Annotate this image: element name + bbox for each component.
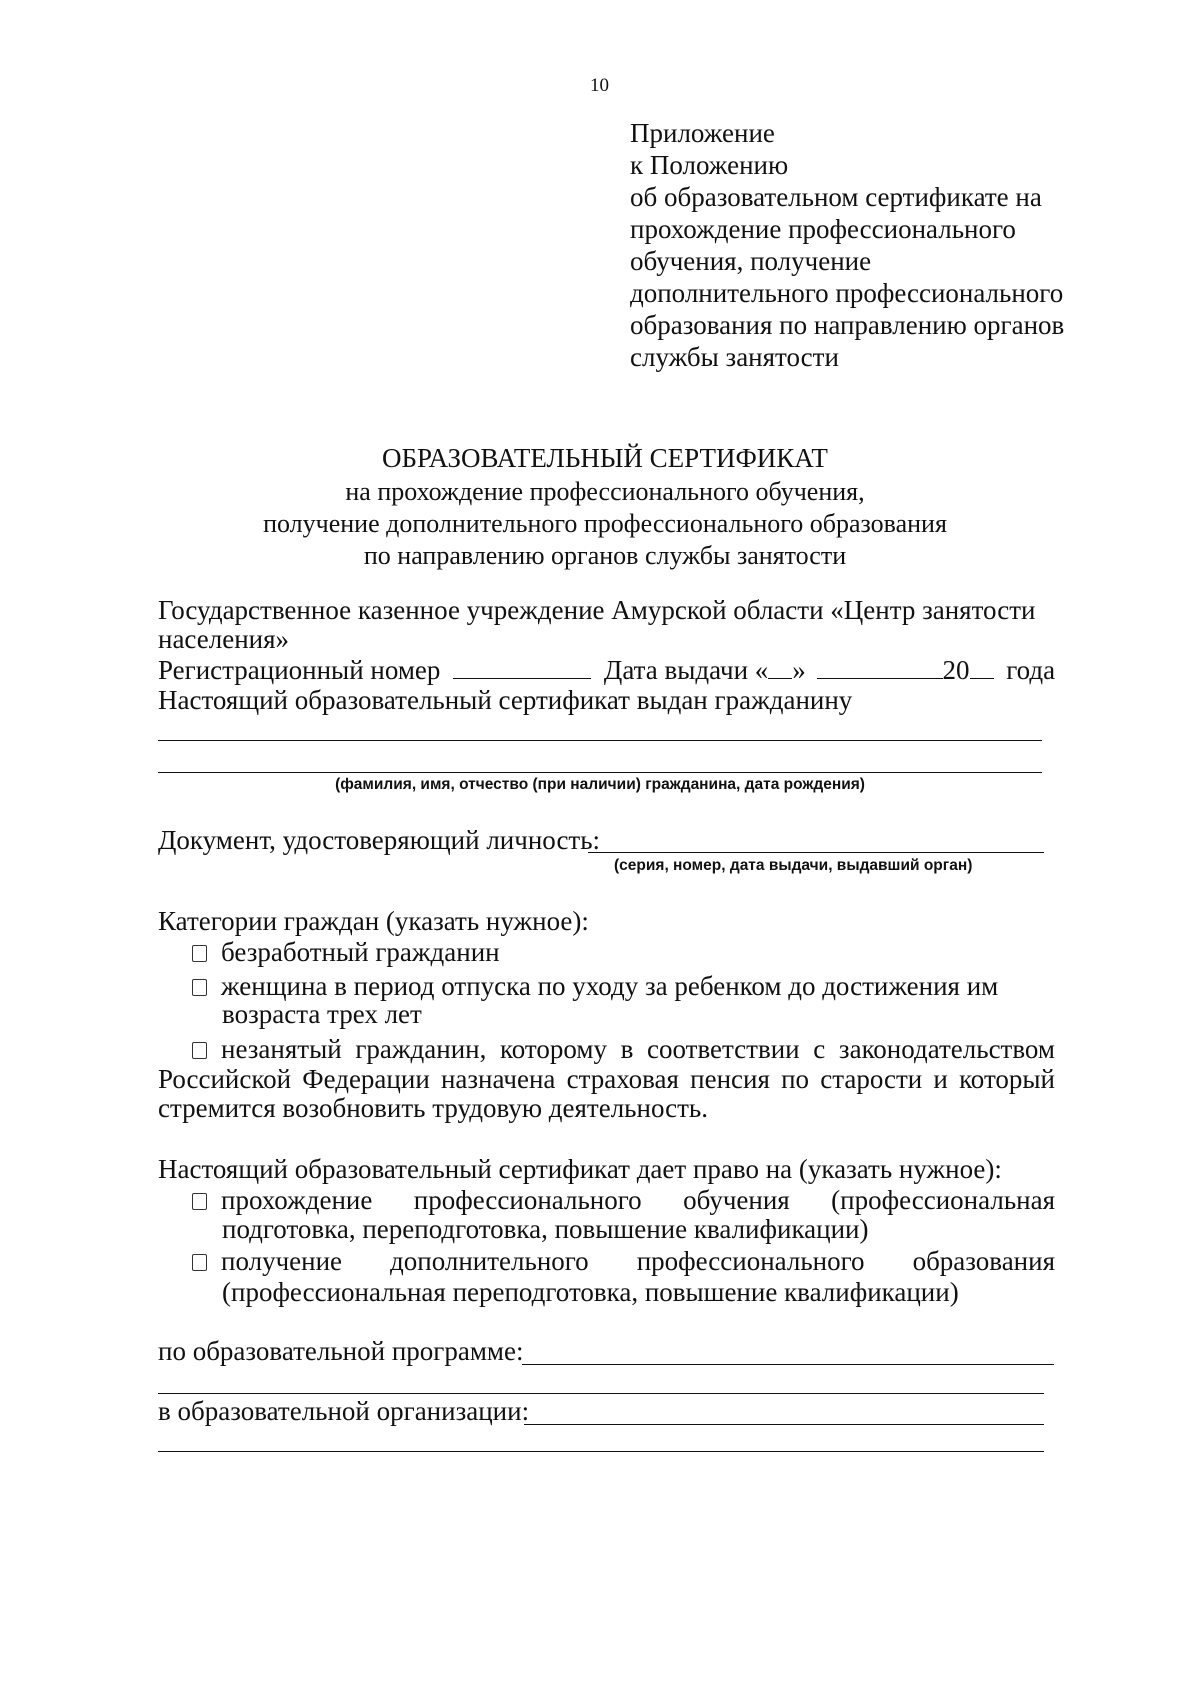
checkbox-icon[interactable] [192,1193,207,1210]
issue-date-label: Дата выдачи « [603,655,769,685]
category-parental-leave-continued: возраста трех лет [222,999,422,1029]
issue-month-field[interactable] [817,656,943,679]
right-vocational-training-label: прохождение профессионального обучения (профессиональная [221,1185,1055,1215]
registration-number-field[interactable] [453,656,591,679]
issued-to-label: Настоящий образовательный сертификат выдан гражданину [158,685,853,715]
right-vocational-training-continued: подготовка, переподготовка, повышение квалификации) [222,1214,869,1244]
category-parental-leave-label: женщина в период отпуска по уходу за ребенком до достижения им [221,971,999,1001]
checkbox-icon[interactable] [192,945,207,962]
organization-label: в образовательной организации: [158,1396,530,1426]
right-additional-education-continued: (профессиональная переподготовка, повышение квалификации) [222,1277,959,1307]
identity-document-label: Документ, удостоверяющий личность: [158,825,601,855]
program-label: по образовательной программе: [158,1336,524,1366]
title-block [150,442,1060,572]
appendix-line: дополнительного профессионального [630,278,1064,308]
issuer-line: Государственное казенное учреждение Амурской области «Центр занятости [158,595,1036,625]
checkbox-icon[interactable] [192,1254,207,1271]
appendix-line: образования по направлению органов [630,310,1065,340]
categories-heading: Категории граждан (указать нужное): [158,906,589,936]
right-additional-education-label: получение дополнительного профессионального образования [221,1246,1055,1276]
checkbox-icon[interactable] [192,1042,207,1059]
registration-row [158,654,1055,686]
citizen-field-hint: (фамилия, имя, отчество (при наличии) гражданина, дата рождения) [335,776,865,793]
appendix-line: службы занятости [630,342,839,372]
program-field[interactable] [522,1364,1054,1365]
document-subtitle-line: по направлению органов службы занятости [363,541,847,570]
checkbox-icon[interactable] [192,979,207,996]
appendix-block [630,117,1064,373]
appendix-line: к Положению [630,150,789,180]
registration-number-label: Регистрационный номер [158,655,441,685]
issue-year-field[interactable] [970,656,994,679]
document-subtitle-line: получение дополнительного профессионального образования [263,509,947,538]
category-pensioner-continued: Российской Федерации назначена страховая пенсия по старости и который [158,1064,1055,1094]
issue-day-field[interactable] [768,656,792,679]
right-vocational-training[interactable] [192,1184,1055,1216]
page-number: 10 [590,75,609,96]
program-field-continued[interactable] [158,1393,1044,1394]
issue-date-close: » [792,655,806,685]
organization-field-continued[interactable] [158,1451,1044,1452]
appendix-line: Приложение [630,118,775,148]
document-subtitle-line: на прохождение профессионального обучения, [345,477,865,506]
category-pensioner-label: незанятый гражданин, которому в соответствии с законодательством [221,1034,1055,1064]
category-unemployed-label: безработный гражданин [221,937,500,967]
appendix-line: прохождение профессионального [630,214,1016,244]
document-title: ОБРАЗОВАТЕЛЬНЫЙ СЕРТИФИКАТ [382,443,828,473]
category-pensioner[interactable] [192,1033,1055,1065]
category-pensioner-continued: стремится возобновить трудовую деятельность. [158,1093,708,1123]
rights-heading: Настоящий образовательный сертификат дает право на (указать нужное): [158,1154,1002,1184]
appendix-line: обучения, получение [630,246,872,276]
citizen-name-field[interactable] [158,740,1042,741]
appendix-line: об образовательном сертификате на [630,182,1042,212]
issue-year-suffix: года [1006,655,1056,685]
identity-document-hint: (серия, номер, дата выдачи, выдавший орган) [614,857,973,874]
organization-field[interactable] [524,1424,1044,1425]
right-additional-education[interactable] [192,1245,1055,1277]
category-unemployed[interactable] [192,936,500,968]
citizen-birthdate-field[interactable] [158,772,1042,773]
identity-document-field[interactable] [588,852,1044,853]
issuer-line: населения» [158,624,290,654]
issue-year-prefix: 20 [942,655,970,685]
